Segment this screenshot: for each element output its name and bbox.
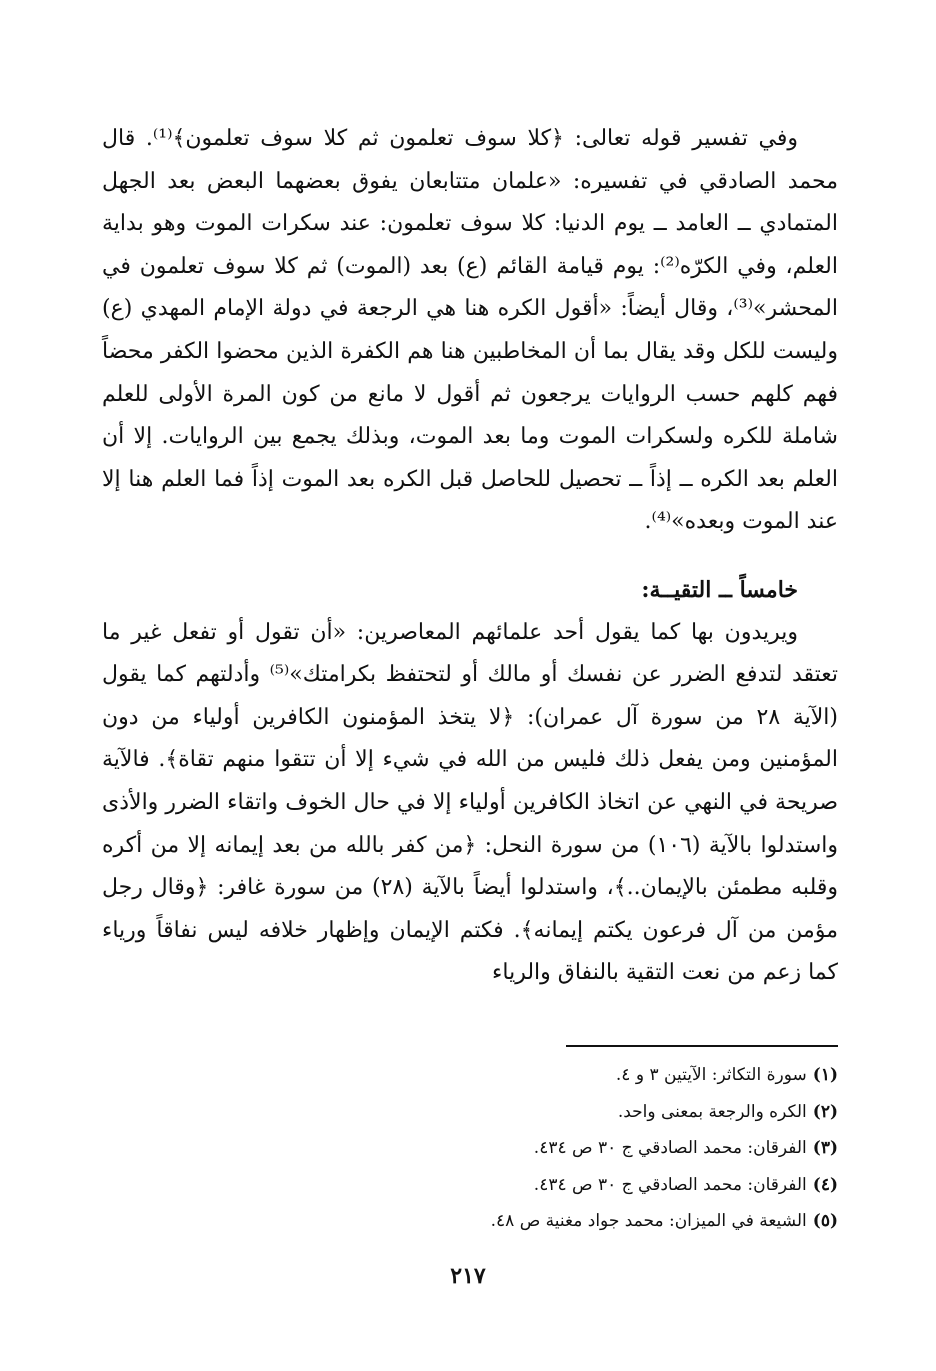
footnote-text: الشيعة في الميزان: محمد جواد مغنية ص ٤٨.: [490, 1211, 807, 1231]
footnotes: [102, 1057, 838, 1240]
footnote-number: (٥): [812, 1211, 838, 1231]
footnote-item: [102, 1094, 838, 1131]
footnote-item: [102, 1130, 838, 1167]
footnote-item: [102, 1057, 838, 1094]
footnote-item: [102, 1203, 838, 1240]
footnote-number: (٢): [812, 1101, 838, 1122]
footnote-number: (١): [812, 1065, 838, 1085]
footnote-item: [102, 1167, 838, 1204]
footnote-text: الكره والرجعة بمعنى واحد.: [617, 1101, 807, 1122]
page-number: ٢١٧: [450, 1263, 486, 1289]
paragraph-taqiyya: ويريدون بها كما يقول أحد علمائهم المعاصرين: «أن تقول أو تفعل غير ما تعتقد لتدفع الضرر عن نفسك أو مالك أو لتحتفظ بكرامتك»⁽⁵⁾ وأدلتهم كما يقول (الآية ٢٨ من سورة آل عمران): ﴿لا يتخذ المؤمنون الكافرين أولياء من دون المؤمنين ومن يفعل ذلك فليس من الله في شيء إلا أن تتقوا منهم تقاة﴾. فالآية صريحة في النهي عن اتخاذ الكافرين أولياء إلا في حال الخوف واتقاء الضرر والأذى واستدلوا بالآية (١٠٦) من سورة النحل: ﴿من كفر بالله من بعد إيمانه إلا من أكره وقلبه مطمئن بالإيمان..﴾، واستدلوا أيضاً بالآية (٢٨) من سورة غافر: ﴿وقال رجل مؤمن من آل فرعون يكتم إيمانه﴾. فكتم الإيمان وإظهار خلافه ليس نفاقاً ورياء كما زعم من نعت التقية بالنفاق والرياء: [102, 619, 839, 986]
footnote-separator: [566, 1045, 838, 1047]
footnote-text: سورة التكاثر: الآيتين ٣ و ٤.: [615, 1065, 807, 1085]
paragraph-tafsir: وفي تفسير قوله تعالى: ﴿كلا سوف تعلمون ثم كلا سوف تعلمون﴾⁽¹⁾. قال محمد الصادقي في تفسيره: «علمان متتابعان يفوق بعضهما البعض بعد الجهل المتمادي ــ العامد ــ يوم الدنيا: كلا سوف تعلمون: عند سكرات الموت وهو بداية العلم، وفي الكرّه⁽²⁾: يوم قيامة القائم (ع) بعد (الموت) ثم كلا سوف تعلمون في المحشر»⁽³⁾، وقال أيضاً: «أقول الكره هنا هي الرجعة في دولة الإمام المهدي (ع) وليست للكل وقد يقال بما أن المخاطبين هنا هم الكفرة الذين محضوا الكفر محضاً فهم كلهم حسب الروايات يرجعون ثم أقول لا مانع من كون المرة الأولى للعلم شاملة للكره ولسكرات الموت وما بعد الموت، وبذلك يجمع بين الروايات. إلا أن العلم بعد الكره ــ إذاً ــ تحصيل للحاصل قبل الكره بعد الموت إذاً فما العلم هنا إلا عند الموت وبعده»⁽⁴⁾.: [102, 126, 838, 535]
footnote-text: الفرقان: محمد الصادقي ج ٣٠ ص ٤٣٤.: [533, 1174, 807, 1195]
section-heading: خامساً ــ التقيــة:: [641, 576, 798, 603]
footnote-number: (٤): [812, 1174, 838, 1195]
footnote-text: الفرقان: محمد الصادقي ج ٣٠ ص ٤٣٤.: [533, 1138, 807, 1158]
main-text: [102, 118, 838, 995]
footnote-number: (٣): [812, 1138, 838, 1158]
